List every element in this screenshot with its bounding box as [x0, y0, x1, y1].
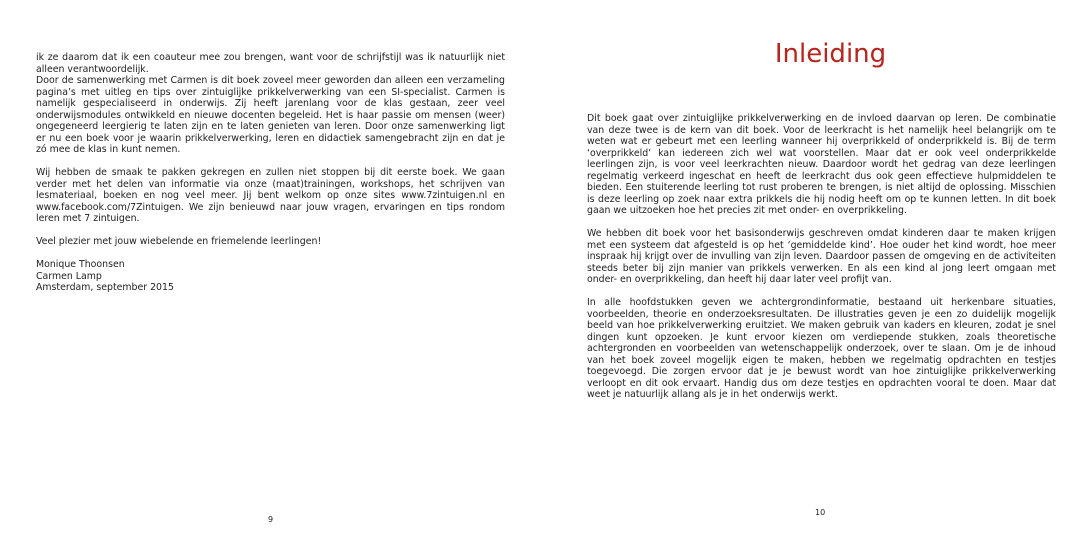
page-number-left: 9: [268, 515, 274, 524]
right-paragraph-1: Dit boek gaat over zintuiglijke prikkelverwerking en de invloed daarvan op leren. De combinatie van deze twee is de kern van dit boek. Voor de leerkracht is het namelijk heel belangrijk om te weten wat er gebeurt met een leerling wanneer hij overprikkeld of onderprikkeld is. Bij de term ‘overprikkeld’ kan iedereen zich wel wat voorstellen. Maar dat er ook veel onderprikkelde leerlingen zijn, is voor veel leerkrachten nieuw. Daardoor wordt het gedrag van deze leerlingen regelmatig verkeerd ingeschat en heeft de leerkracht dus ook geen effectieve hulpmiddelen te bieden. Een stuiterende leerling tot rust proberen te brengen, is niet altijd de oplossing. Misschien is deze leerling op zoek naar extra prikkels die hij nodig heeft om op te kunnen letten. In dit boek gaan we uitzoeken hoe het precies zit met onder- en overprikkeling.: [587, 113, 1056, 216]
right-text-column: [587, 113, 1056, 412]
right-page: [536, 0, 1071, 549]
left-page: [0, 0, 535, 549]
signoff-place-date: Amsterdam, september 2015: [36, 282, 174, 293]
signoff-author-2: Carmen Lamp: [36, 270, 102, 282]
left-paragraph-4: Veel plezier met jouw wiebelende en friemelende leerlingen!: [36, 236, 322, 247]
right-paragraph-3: In alle hoofdstukken geven we achtergrondinformatie, bestaand uit herkenbare situaties, voorbeelden, theorie en onderzoeksresultaten. De illustraties geven je een zo duidelijk mogelijk beeld van hoe prikkelverwerking eruitziet. We maken gebruik van kaders en kleuren, zodat je snel dingen kunt opzoeken. Je kunt ervoor kiezen om verdiepende stukken, zoals theoretische achtergronden en voorbeelden van wetenschappelijk onderzoek, over te slaan. Om je de inhoud van het boek zoveel mogelijk eigen te maken, hebben we regelmatig opdrachten en testjes toegevoegd. Die zorgen ervoor dat je je bewust wordt van hoe zintuiglijke prikkelverwerking verloopt en dit ook ervaart. Handig dus om deze testjes en opdrachten vooral te doen. Maar dat weet je natuurlijk allang als je in het onderwijs werkt.: [587, 297, 1056, 400]
left-paragraph-3: Wij hebben de smaak te pakken gekregen en zullen niet stoppen bij dit eerste boek. We gaan verder met het delen van informatie via onze (maat)trainingen, workshops, het schrijven van lesmateriaal, boeken en nog veel meer. Jij bent welkom op onze sites www.7zintuigen.nl en www.facebook.com/7Zintuigen. We zijn benieuwd naar jouw vragen, ervaringen en tips rondom leren met 7 zintuigen.: [36, 167, 505, 224]
page-number-right: 10: [815, 508, 826, 517]
left-text-column: [36, 52, 505, 294]
signoff-author-1: Monique Thoonsen: [36, 259, 125, 270]
left-paragraph-2: Door de samenwerking met Carmen is dit boek zoveel meer geworden dan alleen een verzameling pagina’s met uitleg en tips over zintuiglijke prikkelverwerking van een SI-specialist. Carmen is namelijk gespecialiseerd in onderwijs. Zij heeft jarenlang voor de klas gestaan, zeer veel onderwijsmodules ontwikkeld en nieuwe docenten begeleid. Het is haar passie om mensen (weer) ongegeneerd leergierig te laten zijn en te laten genieten van leren. Door onze samenwerking ligt er nu een boek voor je waarin prikkelverwerking, leren en didactiek samengebracht zijn en dat je zó mee de klas in kunt nemen.: [36, 75, 505, 155]
left-paragraph-1: ik ze daarom dat ik een coauteur mee zou brengen, want voor de schrijfstijl was ik natuurlijk niet alleen verantwoordelijk.: [36, 52, 505, 75]
chapter-title: Inleiding: [774, 39, 887, 69]
right-paragraph-2: We hebben dit boek voor het basisonderwijs geschreven omdat kinderen daar te maken krijgen met een systeem dat afgesteld is op het ‘gemiddelde kind’. Hoe ouder het kind wordt, hoe meer inspraak hij krijgt over de invulling van zijn leven. Daardoor passen de omgeving en de activiteiten steeds beter bij zijn manier van prikkels verwerken. En als een kind al jong leert omgaan met onder- en overprikkeling, dan heeft hij daar later veel profijt van.: [587, 228, 1056, 285]
